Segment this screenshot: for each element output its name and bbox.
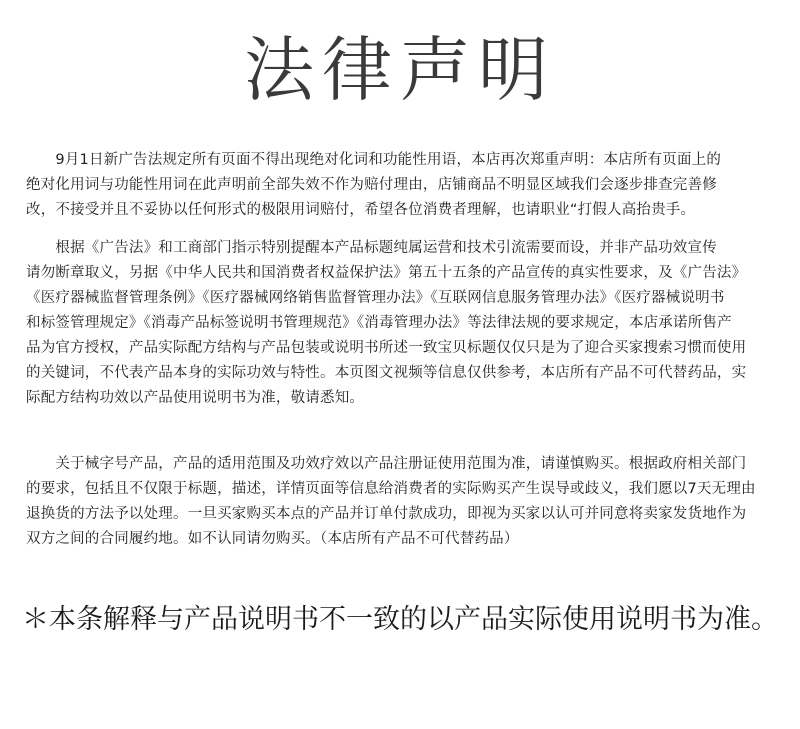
paragraph-line: 关于械字号产品，产品的适用范围及功效疗效以产品注册证使用范围为准，请谨慎购买。根据政府相关部门: [26, 456, 747, 472]
footnote: ＊本条解释与产品说明书不一致的以产品实际使用说明书为准。: [22, 604, 778, 635]
paragraph-regulations: [26, 236, 782, 411]
paragraph-line: 9月1日新广告法规定所有页面不得出现绝对化词和功能性用语，本店再次郑重声明：本店所有页面上的: [26, 152, 722, 168]
paragraph-medical-device-notice: [26, 452, 782, 552]
paragraph-line: 请勿断章取义，另据《中华人民共和国消费者权益保护法》第五十五条的产品宣传的真实性要求，及《广告法》: [26, 265, 747, 281]
paragraph-line: 改，不接受并且不妥协以任何形式的极限用词赔付，希望各位消费者理解，也请职业“打假人高抬贵手。: [26, 202, 696, 218]
paragraph-line: 根据《广告法》和工商部门指示特别提醒本产品标题纯属运营和技术引流需要而设，并非产品功效宣传: [26, 240, 717, 256]
paragraph-line: 和标签管理规定》《消毒产品标签说明书管理规范》《消毒管理办法》等法律法规的要求规定，本店承诺所售产: [26, 315, 732, 331]
paragraph-line: 的关键词，不代表产品本身的实际功效与特性。本页图文视频等信息仅供参考，本店所有产品不可代替药品，实: [26, 365, 747, 381]
paragraph-line: 际配方结构功效以产品使用说明书为准，敬请悉知。: [26, 390, 365, 406]
paragraph-line: 的要求，包括且不仅限于标题，描述，详情页面等信息给消费者的实际购买产生误导或歧义，我们愿以7天无理由: [26, 481, 756, 497]
paragraph-line: 退换货的方法予以处理。一旦买家购买本点的产品并订单付款成功，即视为买家以认可并同意将卖家发货地作为: [26, 506, 747, 522]
paragraph-advertising-law: [26, 148, 782, 223]
page-title: 法律声明: [244, 29, 556, 111]
paragraph-line: 《医疗器械监督管理条例》《医疗器械网络销售监督管理办法》《互联网信息服务管理办法》《医疗器械说明书: [26, 290, 725, 306]
paragraph-line: 绝对化用词与功能性用词在此声明前全部失效不作为赔付理由，店铺商品不明显区域我们会逐步排查完善修: [26, 177, 717, 193]
paragraph-line: 品为官方授权，产品实际配方结构与产品包装或说明书所述一致宝贝标题仅仅只是为了迎合买家搜索习惯而使用: [26, 340, 747, 356]
paragraph-line: 双方之间的合同履约地。如不认同请勿购买。（本店所有产品不可代替药品）: [26, 531, 519, 547]
